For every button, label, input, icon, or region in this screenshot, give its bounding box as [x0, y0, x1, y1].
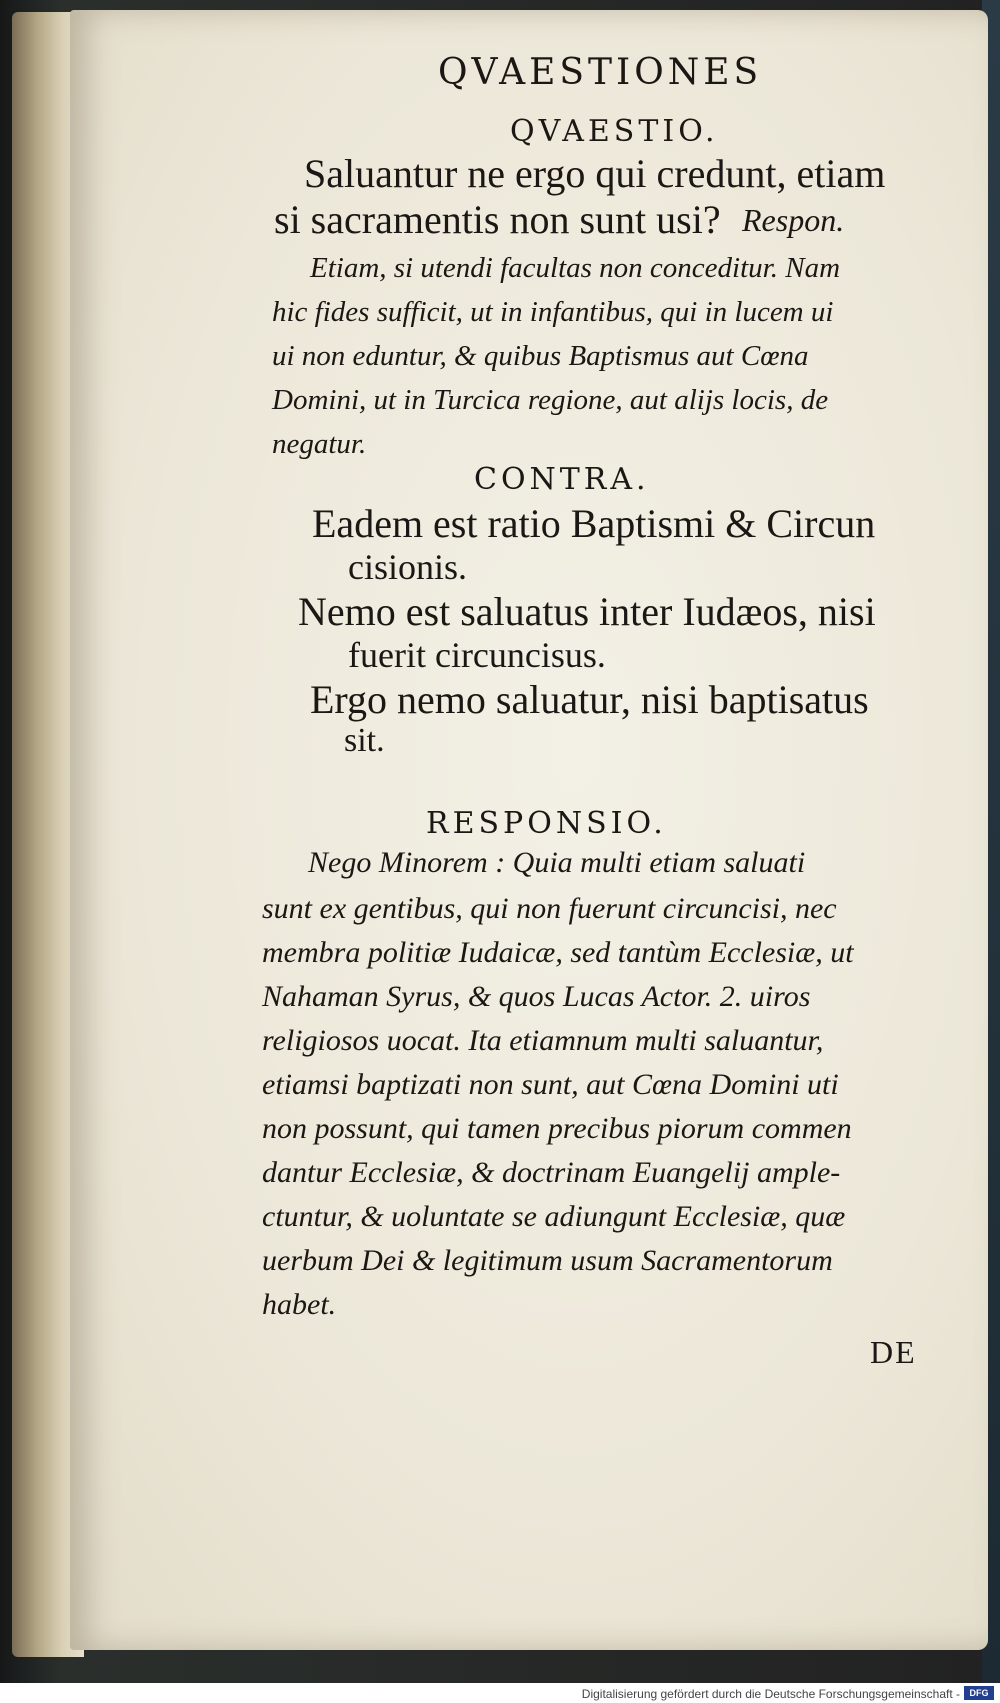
running-head: QVAESTIONES: [438, 52, 763, 93]
responsio-line: religiosos uocat. Ita etiamnum multi saluantur,: [262, 1024, 824, 1057]
question-line: si sacramentis non sunt usi?: [274, 197, 721, 242]
contra-line: Ergo nemo saluatur, nisi baptisatus: [310, 677, 869, 722]
answer-line: ui non eduntur, & quibus Baptismus aut Cœna: [272, 340, 809, 372]
responsio-line: non possunt, qui tamen precibus piorum commen: [262, 1112, 852, 1145]
responsio-line: sunt ex gentibus, qui non fuerunt circuncisi, nec: [262, 892, 837, 925]
answer-line: hic fides sufficit, ut in infantibus, qui in lucem ui: [272, 296, 834, 328]
question-line: Saluantur ne ergo qui credunt, etiam: [304, 151, 886, 196]
dfg-logo: DFG: [964, 1686, 994, 1700]
answer-line: Etiam, si utendi facultas non conceditur. Nam: [310, 252, 841, 284]
answer-line: Domini, ut in Turcica regione, aut alijs locis, de: [272, 384, 829, 416]
answer-line: negatur.: [272, 428, 367, 460]
responsio-line: Nahaman Syrus, & quos Lucas Actor. 2. uiros: [262, 980, 811, 1013]
responsio-line: etiamsi baptizati non sunt, aut Cœna Domini uti: [262, 1068, 839, 1101]
contra-line: sit.: [344, 722, 385, 759]
contra-line: Eadem est ratio Baptismi & Circun: [312, 501, 876, 546]
footer-bar: [0, 1683, 1000, 1703]
responsio-line: habet.: [262, 1288, 337, 1321]
responsio-line: dantur Ecclesiæ, & doctrinam Euangelij ample-: [262, 1156, 841, 1189]
contra-line: cisionis.: [348, 547, 468, 587]
responsio-line: membra politiæ Iudaicæ, sed tantùm Ecclesiæ, ut: [262, 936, 854, 969]
book-page: [70, 10, 988, 1650]
contra-heading: CONTRA.: [474, 462, 650, 497]
footer-credit: Digitalisierung gefördert durch die Deutsche Forschungsgemeinschaft -: [581, 1687, 960, 1701]
responsio-line: Nego Minorem : Quia multi etiam saluati: [308, 846, 806, 879]
contra-line: Nemo est saluatus inter Iudæos, nisi: [298, 589, 876, 634]
question-heading: QVAESTIO.: [510, 114, 719, 149]
contra-line: fuerit circuncisus.: [348, 635, 606, 675]
respon-label: Respon.: [742, 202, 845, 238]
catchword: DE: [870, 1334, 917, 1370]
responsio-line: uerbum Dei & legitimum usum Sacramentorum: [262, 1244, 833, 1277]
responsio-line: ctuntur, & uoluntate se adiungunt Ecclesiæ, quæ: [262, 1200, 846, 1233]
responsio-heading: RESPONSIO.: [426, 806, 667, 841]
